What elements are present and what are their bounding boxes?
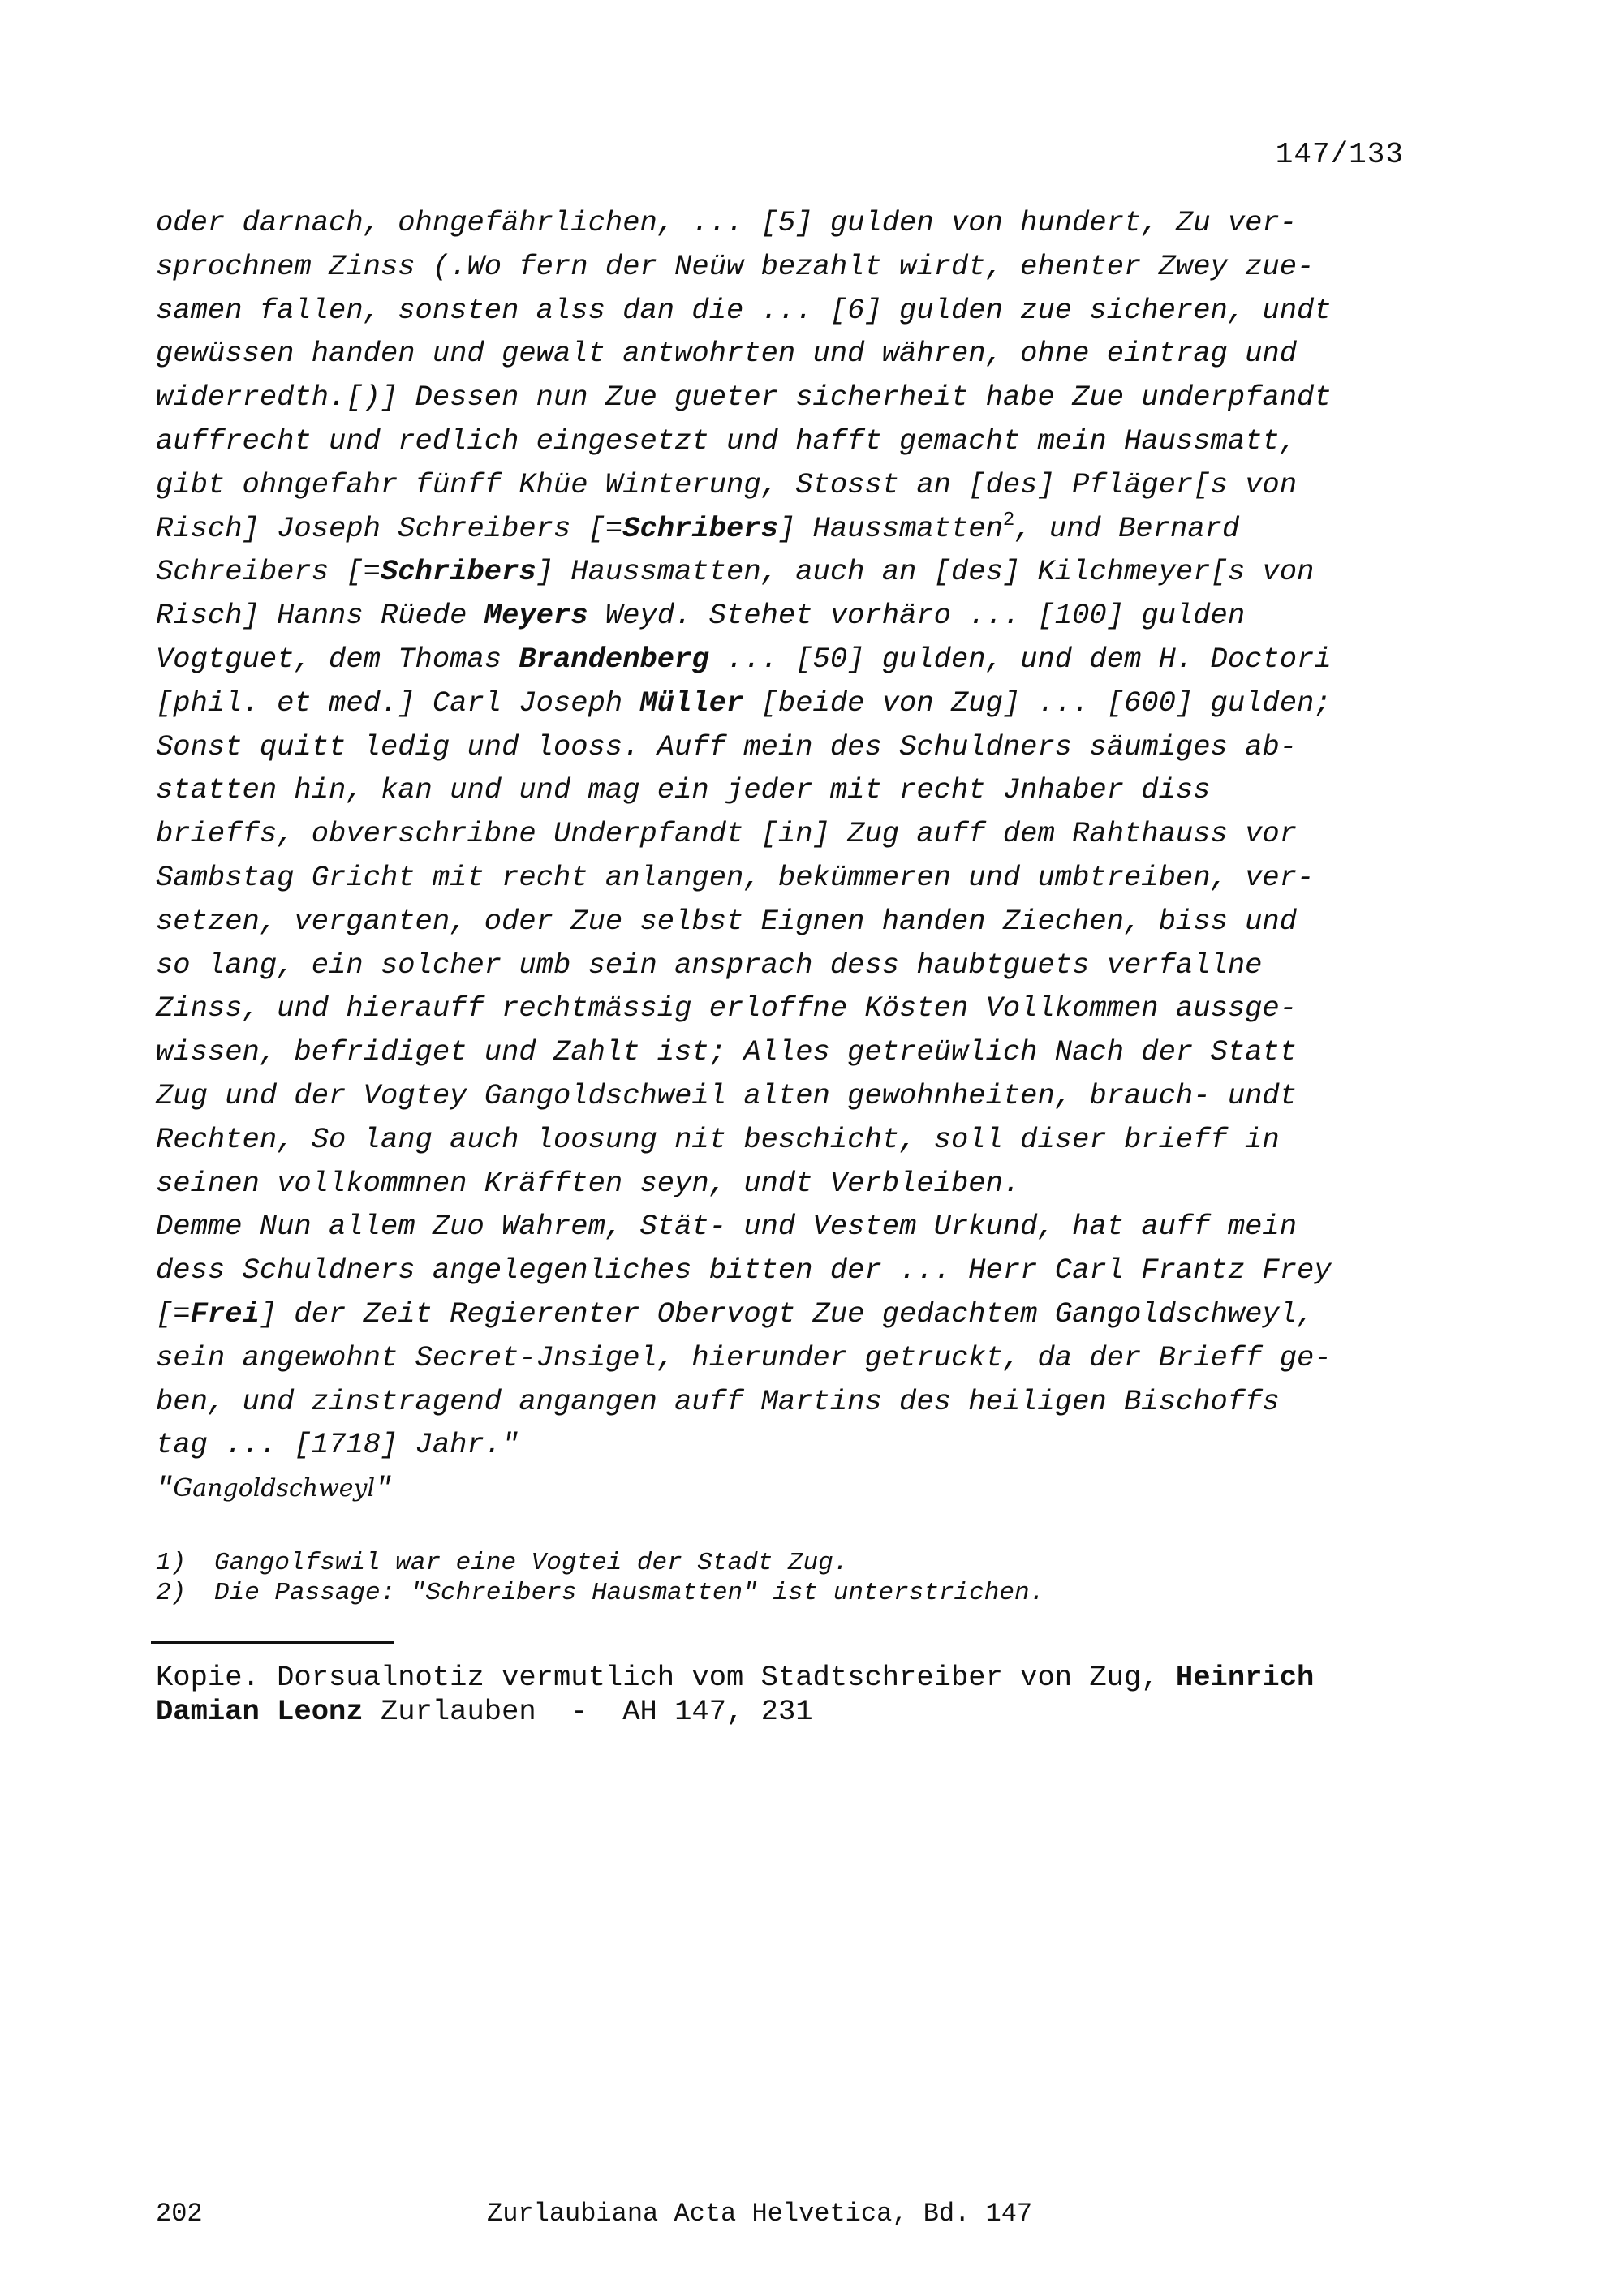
- footnote-text: Gangolfswil war eine Vogtei der Stadt Zug.: [214, 1549, 849, 1577]
- author-name: Heinrich: [1175, 1661, 1315, 1694]
- text-line: Zinss, und hierauff rechtmässig erloffne Kösten Vollkommen aussge-: [156, 991, 1298, 1025]
- footnote-text: Die Passage: "Schreibers Hausmatten" ist unterstrichen.: [214, 1579, 1045, 1607]
- name-bold: Brandenberg: [519, 642, 709, 676]
- text-line: [=: [156, 1296, 191, 1331]
- text-line: so lang, ein solcher umb sein ansprach dess haubtguets verfallne: [156, 948, 1263, 982]
- text-line: Sonst quitt ledig und looss. Auff mein des Schuldners säumiges ab-: [156, 729, 1298, 763]
- footer-title: Zurlaubiana Acta Helvetica, Bd. 147: [487, 2199, 1033, 2229]
- text-line: tag ... [1718] Jahr.": [156, 1428, 519, 1462]
- text-line: sein angewohnt Secret-Jnsigel, hierunder getruckt, da der Brieff ge-: [156, 1340, 1332, 1374]
- name-bold: Schribers: [380, 555, 536, 589]
- footer-page-number: 202: [156, 2199, 203, 2229]
- text-line: statten hin, kan und und mag ein jeder mit recht Jnhaber diss: [156, 773, 1211, 807]
- text-line: Rechten, So lang auch loosung nit beschicht, soll diser brieff in: [156, 1122, 1280, 1156]
- text-line: widerredth.[)] Dessen nun Zue gueter sicherheit habe Zue underpfandt: [156, 381, 1332, 415]
- text-fragment: ... [50] gulden, und dem H. Doctori: [708, 642, 1332, 676]
- footnote-number: 2): [156, 1579, 187, 1607]
- text-line: Vogtguet, dem Thomas: [156, 642, 519, 676]
- footnote-item: [156, 1578, 1422, 1608]
- text-line: ben, und zinstragend angangen auff Martins des heiligen Bischoffs: [156, 1384, 1280, 1418]
- source-text: Kopie. Dorsualnotiz vermutlich vom Stadtschreiber von Zug,: [156, 1661, 1176, 1694]
- text-line: Schreibers [=: [156, 555, 381, 589]
- text-line: oder darnach, ohngefährlichen, ... [5] gulden von hundert, Zu ver-: [156, 206, 1298, 239]
- quote-mark: ": [375, 1472, 393, 1506]
- name-bold: Meyers: [484, 599, 588, 633]
- text-line: brieffs, obverschribne Underpfandt [in] Zug auff dem Rahthauss vor: [156, 817, 1298, 851]
- text-line: Risch] Hanns Rüede: [156, 599, 484, 633]
- source-text: Zurlauben - AH 147, 231: [363, 1695, 813, 1728]
- author-name: Damian Leonz: [156, 1695, 364, 1728]
- text-line: samen fallen, sonsten alss dan die ... [6] gulden zue sicheren, undt: [156, 293, 1332, 327]
- footnote-ref: 2: [1002, 509, 1015, 531]
- text-line: auffrecht und redlich eingesetzt und hafft gemacht mein Haussmatt,: [156, 424, 1298, 458]
- text-fragment: ] Haussmatten: [777, 511, 1003, 545]
- footnote-number: 1): [156, 1549, 187, 1577]
- document-body: [156, 201, 1422, 1511]
- signature-text: Gangoldschweyl: [173, 1474, 376, 1503]
- text-fragment: ] Haussmatten, auch an [des] Kilchmeyer[s von: [536, 555, 1315, 589]
- text-line: sprochnem Zinss (.Wo fern der Neüw bezahlt wirdt, ehenter Zwey zue-: [156, 249, 1315, 283]
- source-note: [156, 1661, 1422, 1729]
- text-line: wissen, befridiget und Zahlt ist; Alles getreüwlich Nach der Statt: [156, 1035, 1298, 1069]
- text-fragment: [beide von Zug] ... [600] gulden;: [743, 686, 1332, 720]
- text-line: gibt ohngefahr fünff Khüe Winterung, Stosst an [des] Pfläger[s von: [156, 467, 1298, 501]
- text-line: Zug und der Vogtey Gangoldschweil alten gewohnheiten, brauch- undt: [156, 1078, 1298, 1112]
- footnote-separator: [151, 1641, 394, 1644]
- footnote-item: [156, 1548, 1422, 1578]
- text-line: Risch] Joseph Schreibers [=: [156, 511, 623, 545]
- text-fragment: Weyd. Stehet vorhäro ... [100] gulden: [588, 599, 1246, 633]
- text-line: setzen, verganten, oder Zue selbst Eignen handen Ziechen, biss und: [156, 904, 1298, 938]
- name-bold: Schribers: [622, 511, 778, 545]
- text-line: Sambstag Gricht mit recht anlangen, bekümmeren und umbtreiben, ver-: [156, 860, 1315, 894]
- text-line: [phil. et med.] Carl Joseph: [156, 686, 640, 720]
- text-fragment: , und Bernard: [1014, 511, 1240, 545]
- text-line: seinen vollkommnen Kräfften seyn, undt Verbleiben.: [156, 1166, 1021, 1200]
- footnotes: [156, 1548, 1422, 1608]
- name-bold: Müller: [639, 686, 744, 720]
- text-fragment: ] der Zeit Regierenter Obervogt Zue gedachtem Gangoldschweyl,: [259, 1296, 1315, 1331]
- name-bold: Frei: [190, 1296, 260, 1331]
- page-reference: 147/133: [1275, 138, 1404, 171]
- quote-mark: ": [156, 1472, 174, 1506]
- text-line: gewüssen handen und gewalt antwohrten und währen, ohne eintrag und: [156, 337, 1298, 371]
- text-line: Demme Nun allem Zuo Wahrem, Stät- und Vestem Urkund, hat auff mein: [156, 1210, 1298, 1244]
- text-line: dess Schuldners angelegenliches bitten der ... Herr Carl Frantz Frey: [156, 1253, 1332, 1288]
